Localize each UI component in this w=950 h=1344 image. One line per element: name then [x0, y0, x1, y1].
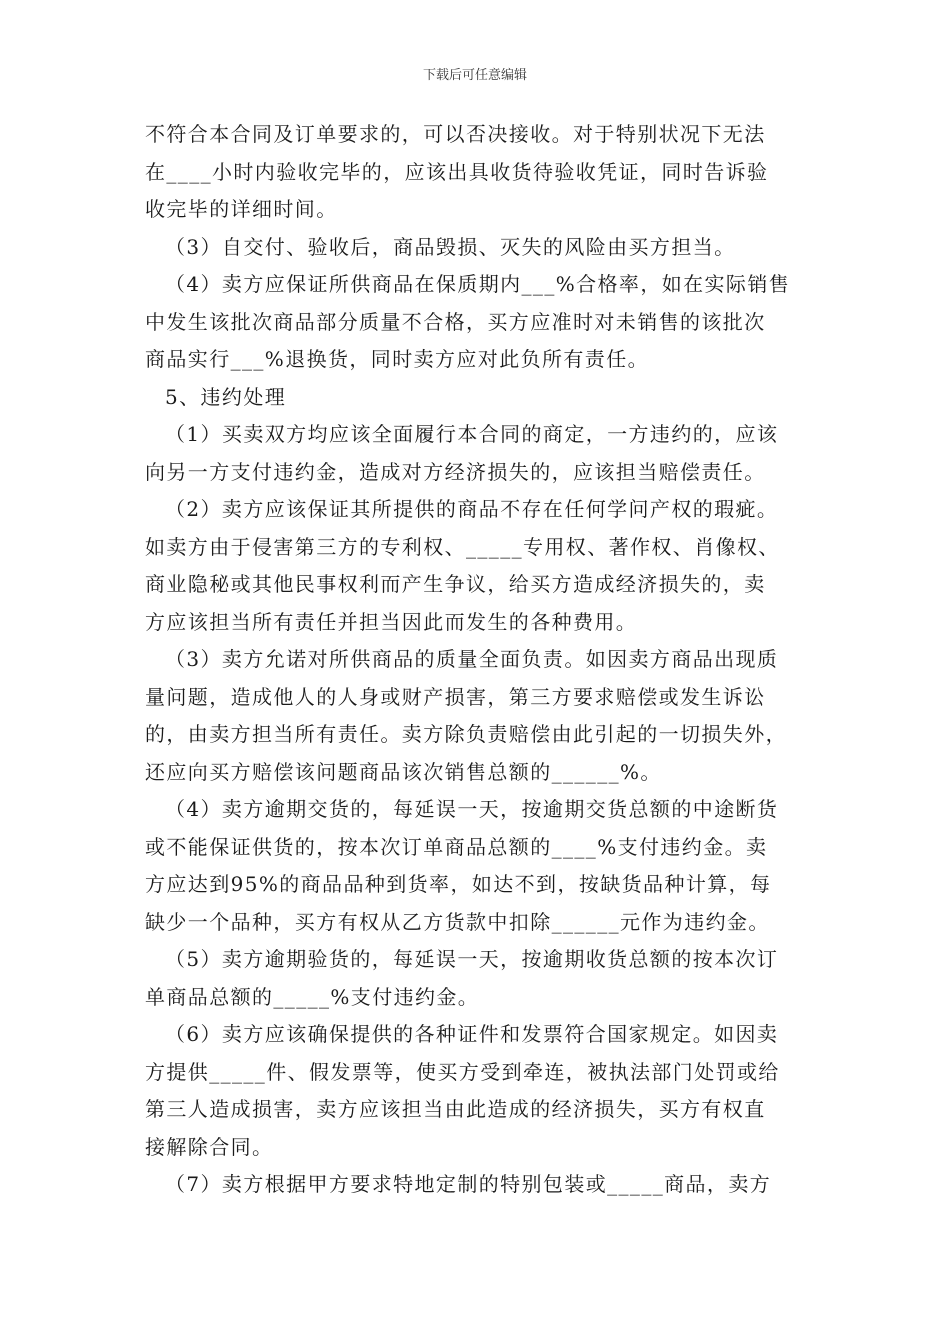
- text-line: 方提供_____件、假发票等，使买方受到牵连，被执法部门处罚或给: [145, 1059, 780, 1084]
- text-line: （3）自交付、验收后，商品毁损、灭失的风险由买方担当。: [165, 234, 736, 259]
- text-line: （6）卖方应该确保提供的各种证件和发票符合国家规定。如因卖: [165, 1022, 779, 1046]
- text-line: 收完毕的详细时间。: [145, 197, 338, 221]
- text-line: 方应该担当所有责任并担当因此而发生的各种费用。: [145, 609, 638, 634]
- text-line: 或不能保证供货的，按本次订单商品总额的____%支付违约金。卖: [145, 834, 768, 859]
- text-line: 缺少一个品种，买方有权从乙方货款中扣除______元作为违约金。: [145, 909, 770, 934]
- text-line: 向另一方支付违约金，造成对方经济损失的，应该担当赔偿责任。: [145, 459, 766, 484]
- text-line: （1）买卖双方均应该全面履行本合同的商定，一方违约的，应该: [165, 422, 779, 446]
- text-line: 单商品总额的_____%支付违约金。: [145, 984, 480, 1009]
- text-line: 的，由卖方担当所有责任。卖方除负责赔偿由此引起的一切损失外，: [145, 722, 787, 746]
- text-line: （2）卖方应该保证其所提供的商品不存在任何学问产权的瑕疵。: [165, 497, 779, 521]
- page-header: 下载后可任意编辑: [422, 68, 527, 83]
- text-line: （3）卖方允诺对所供商品的质量全面负责。如因卖方商品出现质: [165, 647, 779, 671]
- text-line: 不符合本合同及订单要求的，可以否决接收。对于特别状况下无法: [145, 122, 766, 146]
- text-line: 还应向买方赔偿该问题商品该次销售总额的______%。: [145, 759, 662, 784]
- text-line: 中发生该批次商品部分质量不合格，买方应准时对未销售的该批次: [145, 309, 766, 334]
- text-line: 接解除合同。: [145, 1134, 274, 1159]
- text-line: （4）卖方应保证所供商品在保质期内___%合格率，如在实际销售: [165, 272, 791, 296]
- text-line: （4）卖方逾期交货的，每延误一天，按逾期交货总额的中途断货: [165, 797, 779, 821]
- text-line: 在____小时内验收完毕的，应该出具收货待验收凭证，同时告诉验: [145, 159, 769, 184]
- text-line: 商业隐秘或其他民事权利而产生争议，给买方造成经济损失的，卖: [145, 572, 766, 596]
- document-body: [145, 116, 825, 1204]
- text-line: 量问题，造成他人的人身或财产损害，第三方要求赔偿或发生诉讼: [145, 684, 766, 709]
- text-line: 如卖方由于侵害第三方的专利权、_____专用权、著作权、肖像权、: [145, 534, 780, 559]
- text-line: 5、违约处理: [165, 384, 287, 409]
- text-line: 商品实行___%退换货，同时卖方应对此负所有责任。: [145, 347, 650, 371]
- text-line: （7）卖方根据甲方要求特地定制的特别包装或_____商品，卖方: [165, 1172, 772, 1196]
- text-line: 方应达到95%的商品品种到货率，如达不到，按缺货品种计算，每: [145, 872, 772, 896]
- text-line: 第三人造成损害，卖方应该担当由此造成的经济损失，买方有权直: [145, 1097, 766, 1121]
- text-line: （5）卖方逾期验货的，每延误一天，按逾期收货总额的按本次订: [165, 947, 779, 971]
